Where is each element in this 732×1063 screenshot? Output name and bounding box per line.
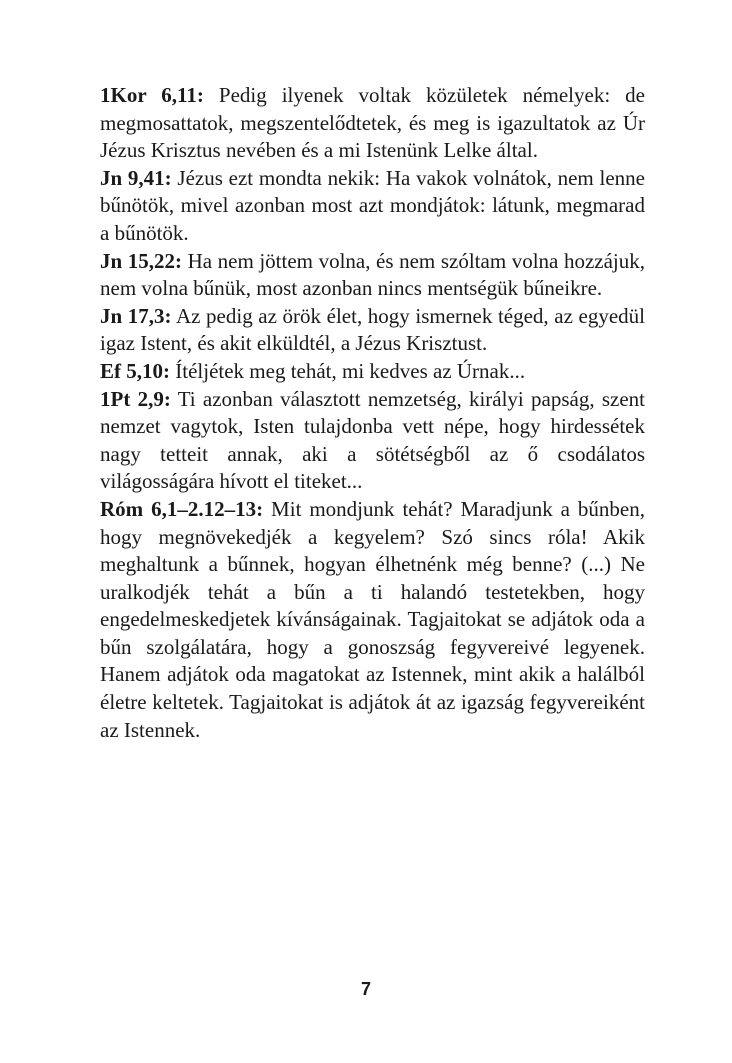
verse-text: Ítéljétek meg tehát, mi kedves az Úrnak...: [170, 358, 526, 383]
verse-paragraph: [100, 358, 645, 386]
verse-text: Az pedig az örök élet, hogy ismernek téged, az egyedül igaz Istent, és akit elküldtél, a Jézus Krisztust.: [100, 303, 645, 356]
verse-reference: 1Kor 6,11:: [100, 83, 204, 107]
verse-paragraph: [100, 248, 645, 303]
verse-paragraph: [100, 303, 645, 358]
verse-text: Mit mondjunk tehát? Maradjunk a bűnben, hogy megnövekedjék a kegyelem? Szó sincs róla! Akik meghaltunk a bűnnek, hogyan élhetnénk még benne? (...) Ne uralkodjék tehát a bűn a ti halandó testetekben, hogy engedelmeskedjetek kívánságainak. Tagjaitokat se adjátok oda a bűn szolgálatára, hogy a gonoszság fegyvereivé legyenek. Hanem adjátok oda magatokat az Istennek, mint akik a halálból életre keltetek. Tagjaitokat is adjátok át az igazság fegyvereiként az Istennek.: [100, 496, 645, 742]
verse-text: Ha nem jöttem volna, és nem szóltam volna hozzájuk, nem volna bűnük, most azonban nincs mentségük bűneikre.: [100, 248, 645, 301]
verse-paragraph: [100, 82, 645, 165]
verse-paragraph: [100, 496, 645, 744]
verse-text: Ti azonban választott nemzetség, királyi papság, szent nemzet vagytok, Isten tulajdonba vett népe, hogy hirdessétek nagy tetteit annak, aki a sötétségből az ő csodálatos világosságára hívott el titeket...: [100, 386, 645, 494]
verse-reference: Ef 5,10:: [100, 358, 170, 383]
verse-reference: Jn 15,22:: [100, 248, 182, 273]
page-number: 7: [360, 979, 371, 999]
verse-reference: Jn 17,3:: [100, 303, 172, 328]
verse-text: Pedig ilyenek voltak közületek némelyek: de megmosattatok, megszentelődtetek, és meg is igazultatok az Úr Jézus Krisztus nevében és a mi Istenünk Lelke által.: [100, 83, 645, 163]
verse-paragraph: [100, 165, 645, 248]
scripture-text-block: [100, 82, 645, 744]
verse-reference: Jn 9,41:: [100, 165, 172, 190]
verse-paragraph: [100, 386, 645, 496]
verse-reference: 1Pt 2,9:: [100, 386, 171, 411]
verse-reference: Róm 6,1–2.12–13:: [100, 496, 264, 521]
verse-text: Jézus ezt mondta nekik: Ha vakok volnátok, nem lenne bűnötök, mivel azonban most azt mondjátok: látunk, megmarad a bűnötök.: [100, 165, 645, 245]
